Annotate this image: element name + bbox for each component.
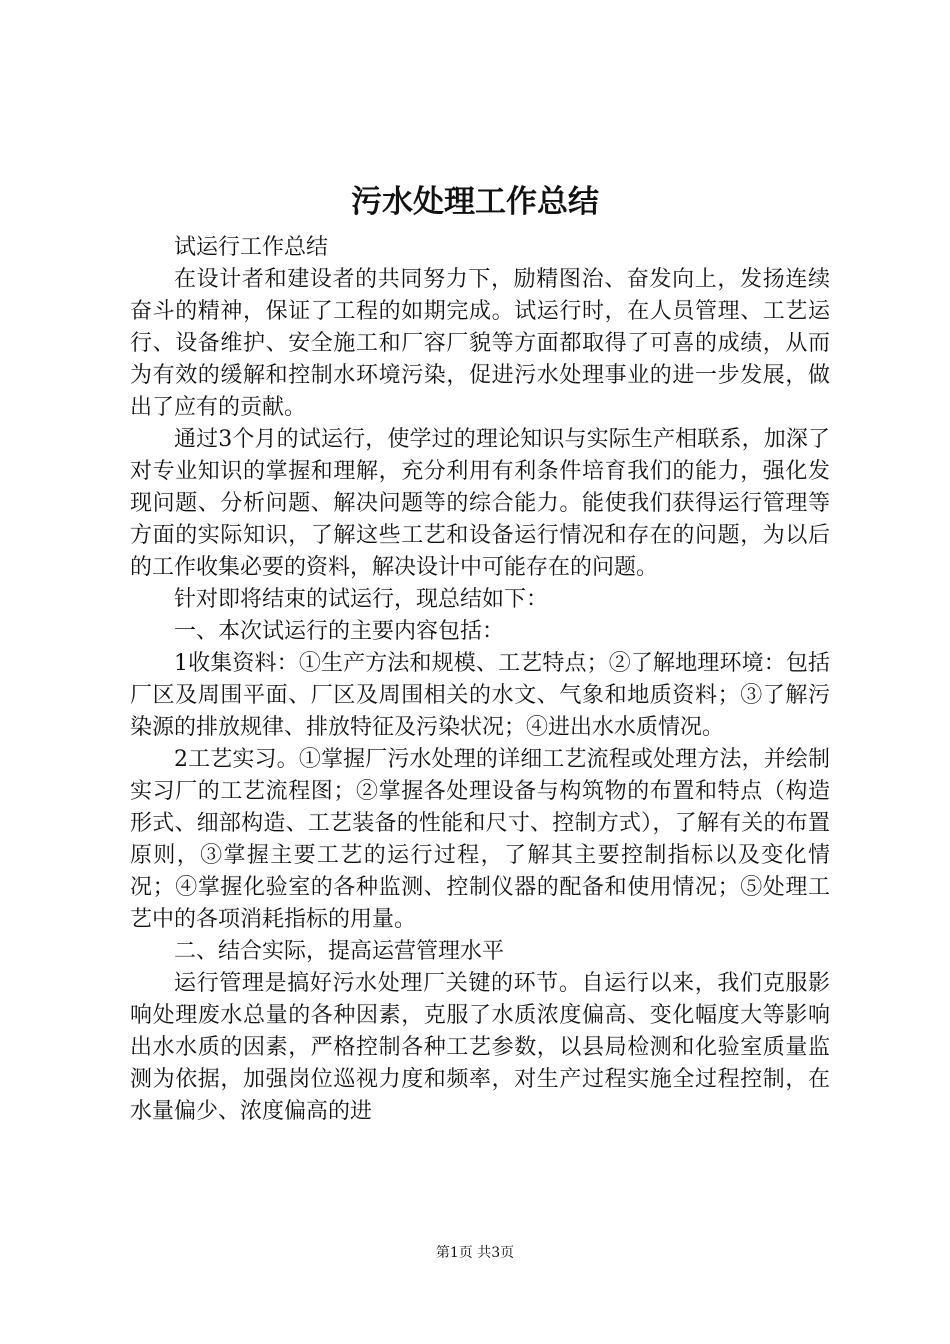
document-body <box>130 232 830 1128</box>
section-subtitle: 试运行工作总结 <box>174 235 329 260</box>
paragraph-trial-benefits: 通过3个月的试运行，使学过的理论知识与实际生产相联系，加深了对专业知识的掌握和理解，充分利用有利条件培育我们的能力，强化发现问题、分析问题、解决问题等的综合能力。能使我们获得运行管理等方面的实际知识，了解这些工艺和设备运行情况和存在的问题，为以后的工作收集必要的资料，解决设计中可能存在的问题。 <box>130 427 830 580</box>
page-footer: 第1页 共3页 <box>435 1245 515 1261</box>
paragraph-intro: 在设计者和建设者的共同努力下，励精图治、奋发向上，发扬连续奋斗的精神，保证了工程的如期完成。试运行时，在人员管理、工艺运行、设备维护、安全施工和厂容厂貌等方面都取得了可喜的成绩，从而为有效的缓解和控制水环境污染，促进污水处理事业的进一步发展，做出了应有的贡献。 <box>130 267 830 420</box>
paragraph-collect-data: 1收集资料：①生产方法和规模、工艺特点；②了解地理环境：包括厂区及周围平面、厂区及周围相关的水文、气象和地质资料；③了解污染源的排放规律、排放特征及污染状况；④进出水水质情况。 <box>130 651 830 740</box>
paragraph-operation-management: 运行管理是搞好污水处理厂关键的环节。自运行以来，我们克服影响处理废水总量的各种因素，克服了水质浓度偏高、变化幅度大等影响出水水质的因素，严格控制各种工艺参数，以县局检测和化验室质量监测为依据，加强岗位巡视力度和频率，对生产过程实施全过程控制，在水量偏少、浓度偏高的进 <box>130 971 830 1124</box>
paragraph-summary-lead: 针对即将结束的试运行，现总结如下： <box>174 587 549 612</box>
document-title: 污水处理工作总结 <box>351 184 599 220</box>
paragraph-process-practice: 2工艺实习。①掌握厂污水处理的详细工艺流程或处理方法，并绘制实习厂的工艺流程图；②掌握各处理设备与构筑物的布置和特点（构造形式、细部构造、工艺装备的性能和尺寸、控制方式），了解有关的布置原则，③掌握主要工艺的运行过程，了解其主要控制指标以及变化情况；④掌握化验室的各种监测、控制仪器的配备和使用情况；⑤处理工艺中的各项消耗指标的用量。 <box>130 747 830 932</box>
heading-main-contents: 一、本次试运行的主要内容包括： <box>174 619 505 644</box>
heading-operation-management: 二、结合实际，提高运营管理水平 <box>174 939 505 964</box>
